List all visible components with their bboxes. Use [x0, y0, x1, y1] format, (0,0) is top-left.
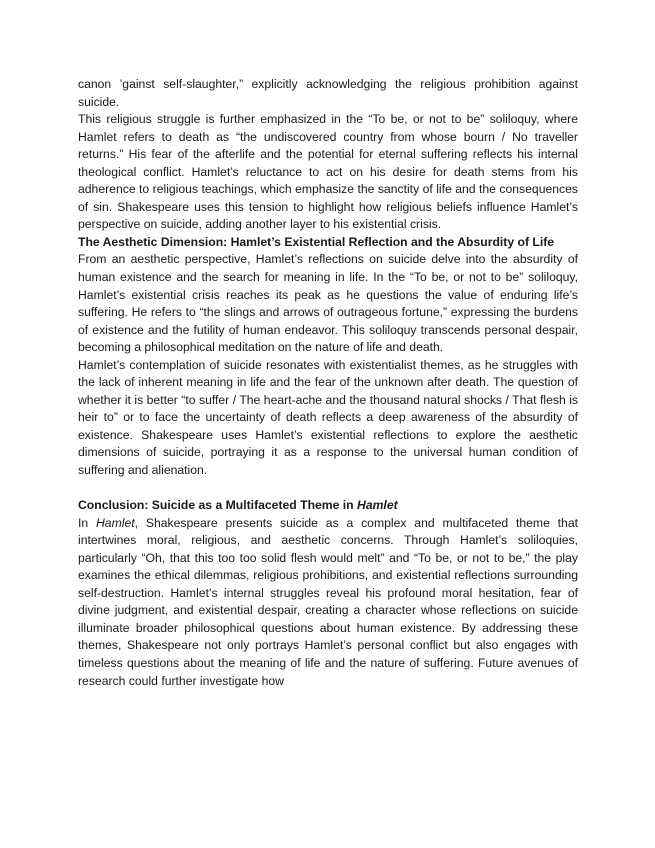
paragraph-existentialist-themes: Hamlet’s contemplation of suicide resonates with existentialist themes, as he struggles with the lack of inherent meaning in life and the fear of the unknown after death. The question of whether it is better “to suffer / The heart-ache and the thousand natural shocks / That flesh is heir to” or to face the uncertainty of death reflects a deep awareness of the absurdity of existence. Shakespeare uses Hamlet’s existential reflections to explore the aesthetic dimensions of suicide, portraying it as a response to the universal human condition of suffering and alienation. [78, 357, 578, 478]
section-heading-conclusion [78, 497, 578, 515]
paragraph-conclusion-prefix: In [78, 515, 96, 530]
paragraph-conclusion [78, 515, 578, 690]
paragraph-conclusion-body: , Shakespeare presents suicide as a complex and multifaceted theme that intertwines moral, religious, and aesthetic concerns. Through Hamlet’s soliloquies, particularly “Oh, that this too too solid flesh would melt” and “To be, or not to be,” the play examines the ethical dilemmas, religious prohibitions, and existential reflections surrounding self-destruction. Hamlet’s internal struggles reveal his profound moral hesitation, fear of divine judgment, and existential despair, creating a character whose reflections on suicide illuminate broader philosophical questions about human existence. By addressing these themes, Shakespeare not only portrays Hamlet’s personal conflict but also engages with timeless questions about the meaning of life and the nature of suffering. Future avenues of research could further investigate how [78, 515, 578, 688]
paragraph-religious-struggle: This religious struggle is further emphasized in the “To be, or not to be” soliloquy, where Hamlet refers to death as “the undiscovered country from whose bourn / No traveller returns.” His fear of the afterlife and the potential for eternal suffering reflects his internal theological conflict. Hamlet’s reluctance to act on his desire for death stems from his adherence to religious teachings, which emphasize the sanctity of life and the consequences of sin. Shakespeare uses this tension to highlight how religious beliefs influence Hamlet’s perspective on suicide, adding another layer to his existential crisis. [78, 112, 578, 232]
paragraph-aesthetic-perspective: From an aesthetic perspective, Hamlet’s reflections on suicide delve into the absurdity of human existence and the search for meaning in life. In the “To be, or not to be” soliloquy, Hamlet’s existential crisis reaches its peak as he questions the value of enduring life’s suffering. He refers to “the slings and arrows of outrageous fortune,” expressing the burdens of existence and the futility of human endeavor. This soliloquy transcends personal despair, becoming a philosophical meditation on the nature of life and death. [78, 252, 578, 355]
paragraph-continuation: canon ’gainst self-slaughter,” explicitly acknowledging the religious prohibition against suicide. [78, 77, 578, 109]
paragraph-conclusion-title: Hamlet [96, 515, 135, 530]
document-page [78, 76, 578, 690]
paragraph-gap [78, 480, 578, 498]
heading-conclusion-title: Hamlet [357, 498, 398, 513]
section-heading-aesthetic: The Aesthetic Dimension: Hamlet’s Existential Reflection and the Absurdity of Life [78, 234, 555, 249]
heading-conclusion-prefix: Conclusion: Suicide as a Multifaceted Theme in [78, 498, 358, 513]
